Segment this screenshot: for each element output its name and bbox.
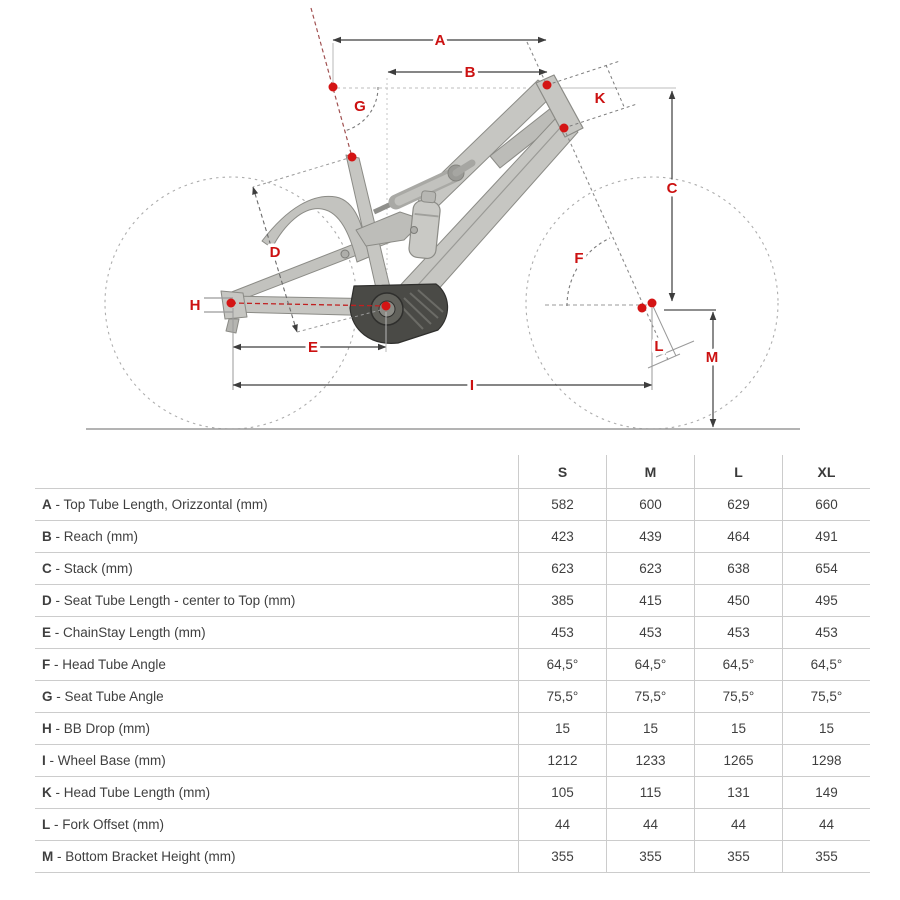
- row-label-k: K - Head Tube Length (mm): [35, 777, 519, 809]
- value-cell-e-s: 453: [519, 617, 607, 649]
- row-key: D: [42, 593, 52, 608]
- steering-axis-lower: [566, 133, 668, 360]
- row-key: F: [42, 657, 51, 672]
- row-label-d: D - Seat Tube Length - center to Top (mm): [35, 585, 519, 617]
- value-cell-a-xl: 660: [783, 489, 871, 521]
- table-row-m: [35, 841, 870, 873]
- row-key: K: [42, 785, 52, 800]
- dim-K-connector: [606, 65, 625, 109]
- table-row-d: [35, 585, 870, 617]
- value-cell-l-m: 44: [607, 809, 695, 841]
- row-label-text: Fork Offset (mm): [62, 817, 165, 832]
- dim-label-K: K: [594, 90, 606, 107]
- value-cell-e-m: 453: [607, 617, 695, 649]
- value-cell-k-l: 131: [695, 777, 783, 809]
- row-label-e: E - ChainStay Length (mm): [35, 617, 519, 649]
- row-label-text: Seat Tube Angle: [64, 689, 164, 704]
- row-label-l: L - Fork Offset (mm): [35, 809, 519, 841]
- dim-L-tick-1: [648, 354, 680, 368]
- row-label-f: F - Head Tube Angle: [35, 649, 519, 681]
- value-cell-i-xl: 1298: [783, 745, 871, 777]
- size-header-row: [35, 455, 870, 489]
- row-key: C: [42, 561, 52, 576]
- value-cell-b-s: 423: [519, 521, 607, 553]
- row-label-text: Seat Tube Length - center to Top (mm): [63, 593, 296, 608]
- value-cell-h-xl: 15: [783, 713, 871, 745]
- value-cell-m-s: 355: [519, 841, 607, 873]
- dim-label-B: B: [464, 64, 476, 81]
- value-cell-i-m: 1233: [607, 745, 695, 777]
- row-key: E: [42, 625, 52, 640]
- dim-label-D: D: [269, 244, 281, 261]
- seat-tube-axis: [311, 8, 352, 157]
- value-cell-e-l: 453: [695, 617, 783, 649]
- row-label-b: B - Reach (mm): [35, 521, 519, 553]
- value-cell-c-s: 623: [519, 553, 607, 585]
- geometry-table: [35, 455, 870, 873]
- dim-label-L: L: [654, 338, 664, 355]
- value-cell-i-l: 1265: [695, 745, 783, 777]
- value-cell-a-s: 582: [519, 489, 607, 521]
- table-row-h: [35, 713, 870, 745]
- value-cell-b-m: 439: [607, 521, 695, 553]
- row-label-text: ChainStay Length (mm): [63, 625, 206, 640]
- value-cell-f-xl: 64,5°: [783, 649, 871, 681]
- value-cell-b-l: 464: [695, 521, 783, 553]
- value-cell-f-s: 64,5°: [519, 649, 607, 681]
- value-cell-e-xl: 453: [783, 617, 871, 649]
- geometry-table-head: [35, 455, 870, 489]
- row-label-text: Wheel Base (mm): [57, 753, 166, 768]
- value-cell-m-xl: 355: [783, 841, 871, 873]
- row-label-c: C - Stack (mm): [35, 553, 519, 585]
- row-key: I: [42, 753, 46, 768]
- row-label-text: Head Tube Angle: [62, 657, 166, 672]
- value-cell-m-m: 355: [607, 841, 695, 873]
- dim-label-E: E: [307, 339, 319, 356]
- dimension-letters: [190, 32, 719, 394]
- bike-frame: [221, 75, 583, 343]
- row-label-m: M - Bottom Bracket Height (mm): [35, 841, 519, 873]
- motor-unit: [350, 284, 448, 343]
- row-label-text: BB Drop (mm): [63, 721, 151, 736]
- dim-label-G: G: [354, 98, 366, 115]
- value-cell-i-s: 1212: [519, 745, 607, 777]
- value-cell-d-m: 415: [607, 585, 695, 617]
- table-row-f: [35, 649, 870, 681]
- dim-label-F: F: [574, 250, 584, 267]
- row-label-h: H - BB Drop (mm): [35, 713, 519, 745]
- value-cell-d-s: 385: [519, 585, 607, 617]
- table-row-i: [35, 745, 870, 777]
- dim-label-M: M: [705, 349, 719, 366]
- row-label-g: G - Seat Tube Angle: [35, 681, 519, 713]
- value-cell-g-xl: 75,5°: [783, 681, 871, 713]
- row-key: G: [42, 689, 53, 704]
- value-cell-k-xl: 149: [783, 777, 871, 809]
- value-cell-f-m: 64,5°: [607, 649, 695, 681]
- value-cell-g-l: 75,5°: [695, 681, 783, 713]
- row-label-text: Stack (mm): [63, 561, 133, 576]
- row-label-text: Top Tube Length, Orizzontal (mm): [63, 497, 268, 512]
- value-cell-d-l: 450: [695, 585, 783, 617]
- row-key: B: [42, 529, 52, 544]
- dim-label-H: H: [189, 297, 201, 314]
- row-key: M: [42, 849, 54, 864]
- value-cell-b-xl: 491: [783, 521, 871, 553]
- value-cell-m-l: 355: [695, 841, 783, 873]
- value-cell-a-l: 629: [695, 489, 783, 521]
- size-header-s: S: [519, 455, 607, 489]
- head-angle-arc: [567, 238, 610, 306]
- row-label-text: Head Tube Length (mm): [63, 785, 211, 800]
- table-row-c: [35, 553, 870, 585]
- dim-label-C: C: [666, 180, 678, 197]
- value-cell-f-l: 64,5°: [695, 649, 783, 681]
- value-cell-c-m: 623: [607, 553, 695, 585]
- table-row-b: [35, 521, 870, 553]
- value-cell-l-s: 44: [519, 809, 607, 841]
- value-cell-h-s: 15: [519, 713, 607, 745]
- size-header-l: L: [695, 455, 783, 489]
- table-row-g: [35, 681, 870, 713]
- size-header-m: M: [607, 455, 695, 489]
- table-row-l: [35, 809, 870, 841]
- value-cell-a-m: 600: [607, 489, 695, 521]
- size-header-xl: XL: [783, 455, 871, 489]
- row-key: L: [42, 817, 51, 832]
- row-label-a: A - Top Tube Length, Orizzontal (mm): [35, 489, 519, 521]
- table-row-k: [35, 777, 870, 809]
- value-cell-l-l: 44: [695, 809, 783, 841]
- value-cell-c-l: 638: [695, 553, 783, 585]
- table-row-a: [35, 489, 870, 521]
- value-cell-h-m: 15: [607, 713, 695, 745]
- row-label-text: Bottom Bracket Height (mm): [65, 849, 236, 864]
- row-label-i: I - Wheel Base (mm): [35, 745, 519, 777]
- value-cell-h-l: 15: [695, 713, 783, 745]
- value-cell-k-s: 105: [519, 777, 607, 809]
- value-cell-c-xl: 654: [783, 553, 871, 585]
- value-cell-g-m: 75,5°: [607, 681, 695, 713]
- value-cell-l-xl: 44: [783, 809, 871, 841]
- geometry-table-body: [35, 489, 870, 873]
- value-cell-k-m: 115: [607, 777, 695, 809]
- value-cell-d-xl: 495: [783, 585, 871, 617]
- row-label-text: Reach (mm): [63, 529, 139, 544]
- dim-label-I: I: [469, 377, 475, 394]
- row-key: A: [42, 497, 52, 512]
- dim-label-A: A: [434, 32, 446, 49]
- corner-cell: [35, 455, 519, 489]
- table-row-e: [35, 617, 870, 649]
- row-key: H: [42, 721, 52, 736]
- value-cell-g-s: 75,5°: [519, 681, 607, 713]
